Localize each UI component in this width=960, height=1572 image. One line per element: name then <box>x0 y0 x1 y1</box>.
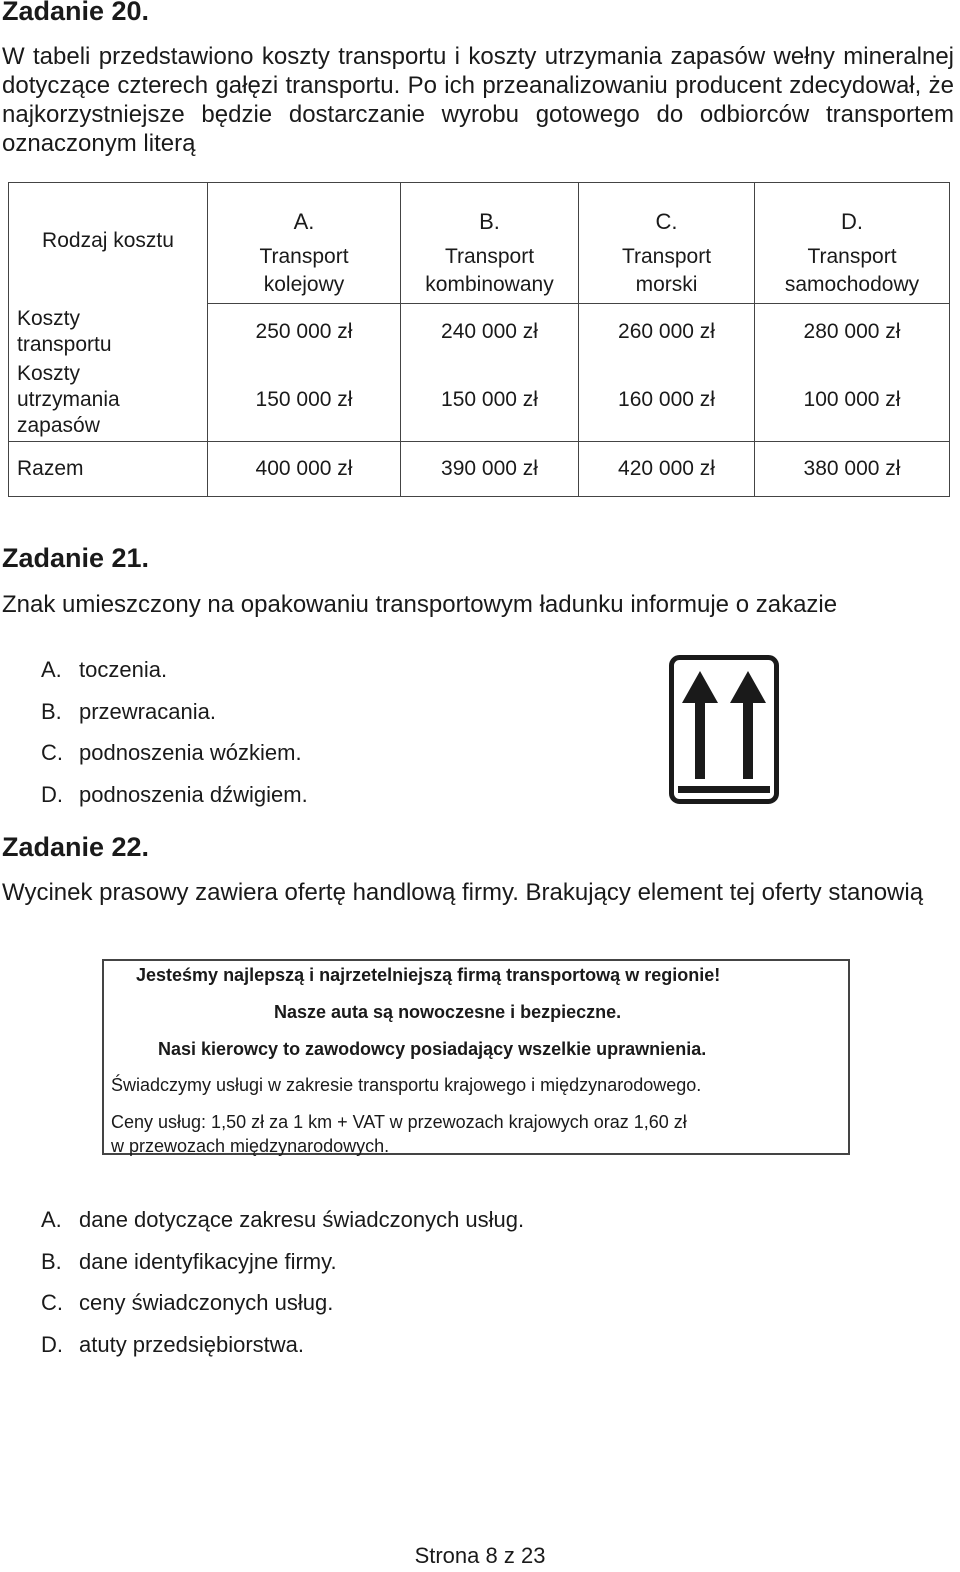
column-letter-a: A. <box>208 183 401 239</box>
table-cell: 400 000 zł <box>208 442 401 497</box>
table-cell: 250 000 zł <box>208 304 401 360</box>
transport-cost-table <box>8 182 950 497</box>
clipping-line-1: Jesteśmy najlepszą i najrzetelniejszą firmą transportową w regionie! <box>136 965 721 985</box>
table-cell: 280 000 zł <box>755 304 950 360</box>
table-row <box>9 304 950 360</box>
table-cell: 240 000 zł <box>401 304 579 360</box>
clipping-line-5: Ceny usług: 1,50 zł za 1 km + VAT w przewozach krajowych oraz 1,60 zł <box>111 1112 687 1132</box>
answer-option-b[interactable]: B. dane identyfikacyjne firmy. <box>41 1248 337 1274</box>
column-letter-c: C. <box>579 183 755 239</box>
table-corner-label: Rodzaj kosztu <box>9 183 208 304</box>
task21-options <box>41 649 308 815</box>
table-cell: 260 000 zł <box>579 304 755 360</box>
row-label-inventory-costs: Koszty utrzymania zapasów <box>9 360 208 442</box>
table-cell: 380 000 zł <box>755 442 950 497</box>
column-letter-b: B. <box>401 183 579 239</box>
clipping-line-2: Nasze auta są nowoczesne i bezpieczne. <box>274 1002 622 1022</box>
page-number: Strona 8 z 23 <box>414 1543 546 1568</box>
answer-option-c[interactable]: C. ceny świadczonych usług. <box>41 1290 334 1315</box>
column-name-a: Transport kolejowy <box>208 239 401 304</box>
row-label-total: Razem <box>9 442 208 497</box>
table-cell: 150 000 zł <box>401 360 579 442</box>
task22-heading: Zadanie 22. <box>2 832 150 862</box>
table-row <box>9 360 950 442</box>
newspaper-clipping <box>102 959 850 1155</box>
answer-option-c[interactable]: C. podnoszenia wózkiem. <box>41 740 302 765</box>
clipping-line-4: Świadczymy usługi w zakresie transportu krajowego i międzynarodowego. <box>111 1075 702 1095</box>
this-way-up-arrows-icon <box>669 655 779 804</box>
task22-question: Wycinek prasowy zawiera ofertę handlową firmy. Brakujący element tej oferty stanowią <box>2 879 924 906</box>
answer-option-d[interactable]: D. atuty przedsiębiorstwa. <box>41 1331 304 1357</box>
table-cell: 420 000 zł <box>579 442 755 497</box>
table-cell: 150 000 zł <box>208 360 401 442</box>
table-row-total <box>9 442 950 497</box>
answer-option-d[interactable]: D. podnoszenia dźwigiem. <box>41 781 308 807</box>
answer-option-a[interactable]: A. toczenia. <box>41 657 168 682</box>
answer-option-b[interactable]: B. przewracania. <box>41 698 216 724</box>
task22-options <box>41 1199 524 1365</box>
column-name-b: Transport kombinowany <box>401 239 579 304</box>
task21-question: Znak umieszczony na opakowaniu transportowym ładunku informuje o zakazie <box>2 591 838 618</box>
table-cell: 390 000 zł <box>401 442 579 497</box>
table-cell: 100 000 zł <box>755 360 950 442</box>
answer-option-a[interactable]: A. dane dotyczące zakresu świadczonych usług. <box>41 1207 525 1232</box>
clipping-line-6: w przewozach międzynarodowych. <box>111 1136 390 1156</box>
column-name-d: Transport samochodowy <box>755 239 950 304</box>
column-letter-d: D. <box>755 183 950 239</box>
table-cell: 160 000 zł <box>579 360 755 442</box>
row-label-transport-costs: Koszty transportu <box>9 304 208 360</box>
task20-question: W tabeli przedstawiono koszty transportu i koszty utrzymania zapasów wełny mineralnej dotyczące czterech gałęzi transportu. Po ich przeanalizowaniu producent zdecydował, że najkorzystniejsze będzie dostarczanie wyrobu gotowego do odbiorców transportem oznaczonym literą <box>2 43 954 157</box>
task21-heading: Zadanie 21. <box>2 543 150 573</box>
clipping-line-3: Nasi kierowcy to zawodowcy posiadający wszelkie uprawnienia. <box>158 1039 707 1059</box>
task20-heading: Zadanie 20. <box>2 0 150 26</box>
column-name-c: Transport morski <box>579 239 755 304</box>
